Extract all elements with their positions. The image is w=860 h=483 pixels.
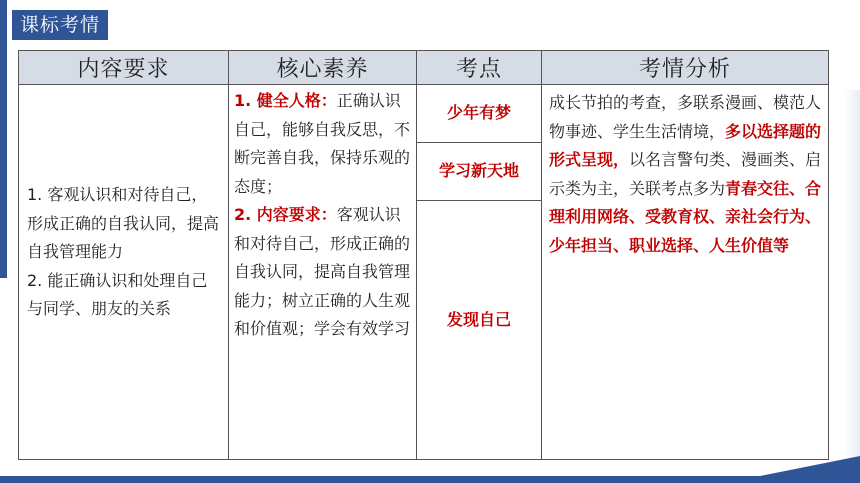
analysis-text: 成长节拍的考查，多联系漫画、模范人物事迹、学生生活情境， [549, 93, 822, 141]
exam-point: 学习新天地 [417, 143, 542, 201]
core-item1-label: 1. 健全人格： [234, 91, 337, 110]
header-exam-points: 考点 [417, 51, 542, 85]
right-edge-shadow [844, 90, 860, 460]
bottom-accent-stripe [0, 476, 860, 483]
curriculum-table [18, 50, 829, 460]
analysis-cell [542, 85, 829, 460]
left-accent-bar [0, 0, 7, 278]
exam-point: 少年有梦 [417, 85, 542, 143]
header-core-literacy: 核心素养 [229, 51, 417, 85]
analysis-text: 以名言警句类、漫画类、启示类为主，关联考点多为 [549, 150, 822, 198]
section-title-tag: 课标考情 [12, 10, 108, 40]
exam-point: 发现自己 [417, 201, 542, 460]
table-header-row [19, 51, 829, 85]
requirement-item: 2. 能正确认识和处理自己与同学、朋友的关系 [27, 270, 208, 318]
analysis-highlight: 多以选择题的形式呈现， [549, 121, 822, 169]
core-literacy-cell [229, 85, 417, 460]
requirements-cell [19, 85, 229, 460]
core-item2-text: 客观认识和对待自己，形成正确的自我认同，提高自我管理能力；树立正确的人生观和价值观；学会有效学习 [234, 205, 411, 338]
core-item2-label: 2. 内容要求： [234, 205, 337, 224]
requirement-item: 1. 客观认识和对待自己，形成正确的自我认同，提高自我管理能力 [27, 185, 220, 261]
header-exam-analysis: 考情分析 [542, 51, 829, 85]
analysis-highlight: 青春交往、合理利用网络、受教育权、亲社会行为、少年担当、职业选择、人生价值等 [549, 178, 822, 255]
header-content-requirements: 内容要求 [19, 51, 229, 85]
core-item1-text: 正确认识自己，能够自我反思，不断完善自我，保持乐观的态度； [234, 91, 411, 196]
